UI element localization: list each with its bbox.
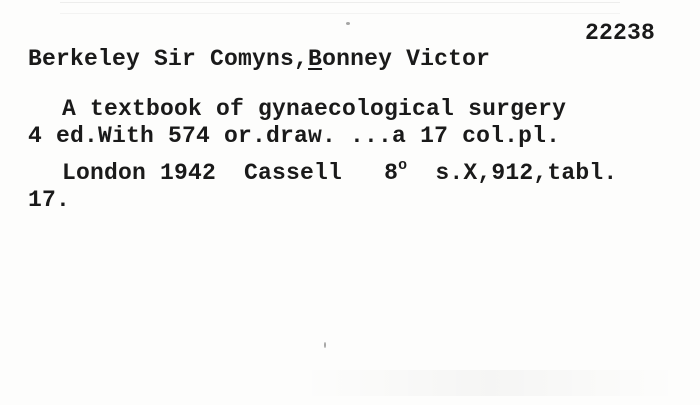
catalog-number: 22238: [585, 20, 656, 46]
speck: [324, 342, 326, 348]
imprint-place-year: London 1942: [62, 160, 217, 186]
authors-line: [28, 46, 490, 72]
pagination-continuation: 17.: [28, 187, 71, 213]
faint-top-marks: [60, 2, 620, 14]
authors-underlined-initial: B: [308, 46, 323, 72]
bleed-through-area: [300, 370, 680, 396]
speck: [346, 22, 350, 25]
imprint-publisher: Cassell: [244, 160, 343, 186]
edition-line: 4 ed.With 574 or.draw. ...a 17 col.pl.: [28, 123, 561, 149]
authors-secondary: onney Victor: [322, 46, 491, 72]
pagination: s.X,912,tabl.: [435, 160, 618, 186]
book-title: A textbook of gynaecological surgery: [62, 96, 567, 122]
format-base: 8: [384, 160, 399, 186]
imprint-line: [62, 157, 618, 189]
authors-primary: Berkeley Sir Comyns,: [28, 46, 309, 72]
format-superscript: o: [398, 157, 408, 174]
